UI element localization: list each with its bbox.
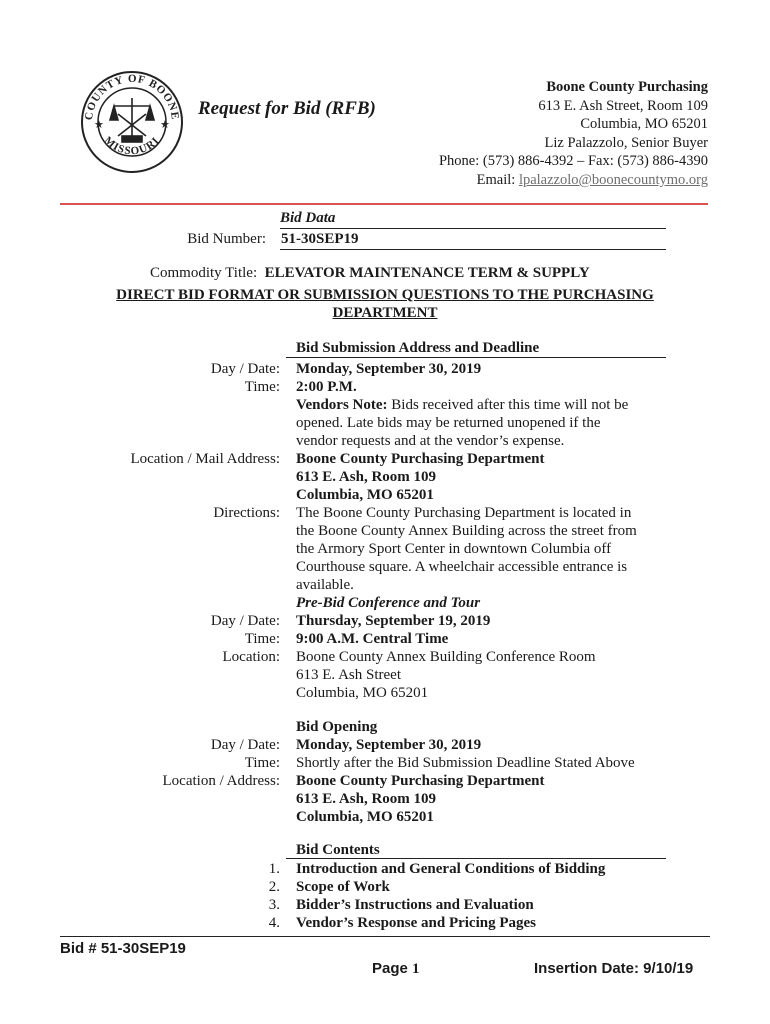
bid-number-rule bbox=[280, 249, 666, 250]
footer-page-label: Page bbox=[372, 960, 408, 977]
directions-line2: the Boone County Annex Building across the street from bbox=[296, 523, 637, 539]
seal-star-right: ★ bbox=[160, 119, 170, 131]
opening-location-line1: Boone County Purchasing Department bbox=[296, 773, 545, 789]
seal-top-text: COUNTY OF BOONE bbox=[82, 72, 182, 121]
submission-location-line1: Boone County Purchasing Department bbox=[296, 451, 545, 467]
prebid-location-label: Location: bbox=[222, 649, 280, 665]
contents-item-text: Scope of Work bbox=[296, 879, 390, 895]
opening-location-line3: Columbia, MO 65201 bbox=[296, 809, 434, 825]
prebid-location-line1: Boone County Annex Building Conference Room bbox=[296, 649, 596, 665]
direct-line-1: DIRECT BID FORMAT OR SUBMISSION QUESTIONS TO THE PURCHASING bbox=[116, 287, 654, 303]
submission-location-line3: Columbia, MO 65201 bbox=[296, 487, 434, 503]
contents-heading: Bid Contents bbox=[296, 842, 380, 858]
contact-phone-fax: Phone: (573) 886-4392 – Fax: (573) 886-4390 bbox=[438, 153, 708, 170]
header-divider bbox=[60, 203, 708, 205]
footer-insertion-date: Insertion Date: 9/10/19 bbox=[534, 960, 694, 977]
bid-data-rule bbox=[280, 228, 666, 229]
opening-location-label: Location / Address: bbox=[162, 773, 280, 789]
directions-line3: the Armory Sport Center in downtown Columbia off bbox=[296, 541, 612, 557]
submission-location-label: Location / Mail Address: bbox=[130, 451, 280, 467]
contact-email-link[interactable]: lpalazzolo@boonecountymo.org bbox=[518, 171, 708, 188]
contact-email-label: Email: bbox=[476, 171, 516, 188]
footer-page bbox=[372, 960, 420, 978]
contents-item-num: 3. bbox=[268, 897, 280, 913]
submission-location-line2: 613 E. Ash, Room 109 bbox=[296, 469, 437, 485]
contact-org: Boone County Purchasing bbox=[546, 79, 708, 95]
commodity-label: Commodity Title: bbox=[150, 265, 258, 281]
scales-icon bbox=[110, 98, 154, 142]
vendors-note-line3: vendor requests and at the vendor’s expense. bbox=[296, 433, 565, 449]
opening-location-line2: 613 E. Ash, Room 109 bbox=[296, 791, 437, 807]
direct-line-2: DEPARTMENT bbox=[332, 305, 438, 321]
directions-line1: The Boone County Purchasing Department is located in bbox=[296, 505, 632, 521]
vendors-note-line1: Bids received after this time will not be bbox=[391, 397, 629, 413]
contact-address1: 613 E. Ash Street, Room 109 bbox=[538, 97, 708, 114]
direct-questions-notice bbox=[60, 286, 710, 322]
directions-line4: Courthouse square. A wheelchair accessible entrance is bbox=[296, 559, 628, 575]
submission-time-label: Time: bbox=[244, 379, 280, 395]
submission-day-value: Monday, September 30, 2019 bbox=[296, 361, 482, 377]
opening-day-value: Monday, September 30, 2019 bbox=[296, 737, 482, 753]
prebid-location-line2: 613 E. Ash Street bbox=[296, 667, 401, 683]
directions-line5: available. bbox=[296, 577, 354, 593]
directions-label: Directions: bbox=[213, 505, 280, 521]
contact-buyer: Liz Palazzolo, Senior Buyer bbox=[544, 134, 708, 151]
contents-item-num: 4. bbox=[268, 915, 280, 931]
prebid-time-value: 9:00 A.M. Central Time bbox=[296, 631, 449, 647]
contact-address2: Columbia, MO 65201 bbox=[580, 116, 708, 133]
prebid-day-label: Day / Date: bbox=[210, 613, 280, 629]
contents-item-num: 2. bbox=[268, 879, 280, 895]
vendors-note bbox=[296, 396, 676, 450]
seal-star-left: ★ bbox=[94, 119, 104, 131]
contents-item-text: Introduction and General Conditions of Bidding bbox=[296, 861, 606, 877]
opening-heading: Bid Opening bbox=[296, 719, 378, 735]
contents-rule bbox=[286, 858, 666, 859]
contact-block bbox=[439, 78, 708, 190]
commodity-row bbox=[150, 265, 590, 282]
submission-day-label: Day / Date: bbox=[210, 361, 280, 377]
bid-data-heading: Bid Data bbox=[280, 210, 336, 226]
submission-rule bbox=[286, 357, 666, 358]
contents-item-num: 1. bbox=[268, 861, 280, 877]
contact-email-row bbox=[439, 171, 708, 190]
opening-time-label: Time: bbox=[244, 755, 280, 771]
county-seal bbox=[80, 70, 184, 174]
seal-bottom-text: MISSOURI bbox=[101, 134, 163, 158]
bid-number-row bbox=[0, 230, 770, 248]
rfb-title: Request for Bid (RFB) bbox=[198, 98, 376, 119]
bid-number-value: 51-30SEP19 bbox=[281, 231, 359, 247]
submission-heading: Bid Submission Address and Deadline bbox=[296, 340, 540, 356]
prebid-day-value: Thursday, September 19, 2019 bbox=[296, 613, 491, 629]
footer-page-number: 1 bbox=[412, 961, 420, 977]
footer-divider bbox=[60, 936, 710, 937]
bid-number-label: Bid Number: bbox=[187, 231, 266, 247]
submission-time-value: 2:00 P.M. bbox=[296, 379, 357, 395]
vendors-note-line2: opened. Late bids may be returned unopened if the bbox=[296, 415, 601, 431]
prebid-time-label: Time: bbox=[244, 631, 280, 647]
opening-day-label: Day / Date: bbox=[210, 737, 280, 753]
prebid-heading: Pre-Bid Conference and Tour bbox=[296, 595, 481, 611]
prebid-location-line3: Columbia, MO 65201 bbox=[296, 685, 429, 701]
opening-time-value: Shortly after the Bid Submission Deadline Stated Above bbox=[296, 755, 635, 771]
contents-item-text: Bidder’s Instructions and Evaluation bbox=[296, 897, 534, 913]
footer-bid-number: Bid # 51-30SEP19 bbox=[60, 940, 186, 957]
commodity-value: ELEVATOR MAINTENANCE TERM & SUPPLY bbox=[264, 265, 590, 281]
vendors-note-label: Vendors Note: bbox=[296, 397, 388, 413]
contents-item-text: Vendor’s Response and Pricing Pages bbox=[296, 915, 537, 931]
